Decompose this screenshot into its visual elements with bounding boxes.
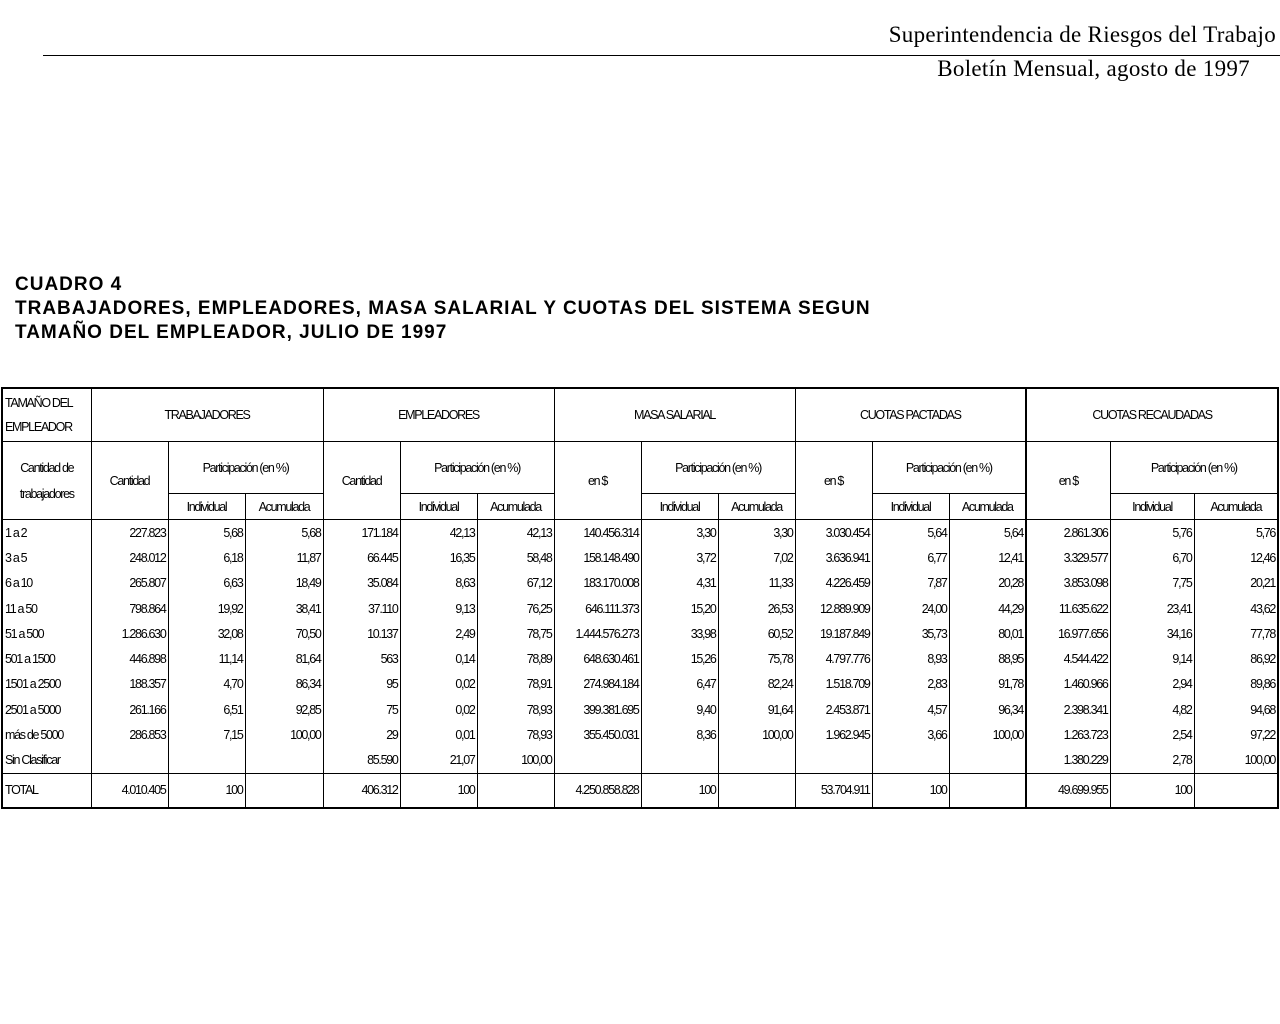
masa-individual: 8,36	[641, 722, 718, 747]
masa-acumulada	[718, 748, 795, 774]
trabajadores-acumulada: 11,87	[245, 545, 323, 570]
empleadores-individual: 21,07	[400, 748, 477, 774]
empleadores-individual: 16,35	[400, 545, 477, 570]
header-pact-participacion: Participación (en %)	[872, 442, 1026, 494]
trabajadores-acumulada	[245, 748, 323, 774]
bulletin-date: Boletín Mensual, agosto de 1997	[937, 56, 1250, 81]
header-emp-individual: Individual	[400, 494, 477, 520]
title-line-1: CUADRO 4	[15, 274, 123, 295]
empleadores-individual: 2,49	[400, 621, 477, 646]
header-tamano: TAMAÑO DEL EMPLEADOR	[2, 388, 91, 442]
recaudadas-pesos: 2.861.306	[1026, 520, 1110, 546]
table-row	[2, 571, 1278, 596]
empleadores-cantidad: 75	[323, 697, 400, 722]
pactadas-pesos: 3.030.454	[795, 520, 872, 546]
pactadas-individual: 3,66	[872, 722, 949, 747]
header-emp-participacion: Participación (en %)	[400, 442, 554, 494]
header-rec-participacion: Participación (en %)	[1110, 442, 1278, 494]
masa-acumulada: 82,24	[718, 672, 795, 697]
pactadas-acumulada: 20,28	[949, 571, 1026, 596]
masa-acumulada: 26,53	[718, 596, 795, 621]
empleadores-acumulada: 78,75	[477, 621, 554, 646]
empleadores-acumulada: 78,91	[477, 672, 554, 697]
masa-acumulada: 100,00	[718, 722, 795, 747]
pactadas-pesos: 4.226.459	[795, 571, 872, 596]
row-label: 501 a 1500	[2, 646, 91, 671]
masa-pesos: 4.250.858.828	[554, 773, 641, 808]
trabajadores-acumulada: 18,49	[245, 571, 323, 596]
recaudadas-individual: 7,75	[1110, 571, 1194, 596]
recaudadas-acumulada: 89,86	[1194, 672, 1278, 697]
trabajadores-cantidad: 188.357	[91, 672, 168, 697]
pactadas-individual: 4,57	[872, 697, 949, 722]
recaudadas-pesos: 2.398.341	[1026, 697, 1110, 722]
pactadas-individual: 5,64	[872, 520, 949, 546]
header-cuotas-pactadas: CUOTAS PACTADAS	[795, 388, 1026, 442]
masa-pesos: 399.381.695	[554, 697, 641, 722]
recaudadas-pesos: 3.329.577	[1026, 545, 1110, 570]
empleadores-acumulada: 100,00	[477, 748, 554, 774]
empleadores-acumulada: 78,93	[477, 697, 554, 722]
empleadores-cantidad: 37.110	[323, 596, 400, 621]
title-line-2: TRABAJADORES, EMPLEADORES, MASA SALARIAL Y CUOTAS DEL SISTEMA SEGUN	[15, 298, 871, 319]
trabajadores-cantidad: 261.166	[91, 697, 168, 722]
recaudadas-individual: 2,54	[1110, 722, 1194, 747]
header-pact-individual: Individual	[872, 494, 949, 520]
trabajadores-acumulada: 5,68	[245, 520, 323, 546]
trabajadores-individual: 6,63	[168, 571, 245, 596]
trabajadores-individual: 6,18	[168, 545, 245, 570]
trabajadores-cantidad: 446.898	[91, 646, 168, 671]
empleadores-cantidad: 563	[323, 646, 400, 671]
recaudadas-acumulada: 43,62	[1194, 596, 1278, 621]
header-trab-cantidad: Cantidad	[91, 442, 168, 520]
trabajadores-cantidad	[91, 748, 168, 774]
pactadas-pesos: 3.636.941	[795, 545, 872, 570]
recaudadas-individual: 6,70	[1110, 545, 1194, 570]
empleadores-acumulada: 78,89	[477, 646, 554, 671]
table-row	[2, 672, 1278, 697]
pactadas-pesos: 1.962.945	[795, 722, 872, 747]
pactadas-acumulada: 91,78	[949, 672, 1026, 697]
recaudadas-acumulada: 100,00	[1194, 748, 1278, 774]
recaudadas-acumulada	[1194, 773, 1278, 808]
trabajadores-acumulada: 92,85	[245, 697, 323, 722]
header-masa-pesos: en $	[554, 442, 641, 520]
header-masa-participacion: Participación (en %)	[641, 442, 795, 494]
recaudadas-acumulada: 5,76	[1194, 520, 1278, 546]
recaudadas-acumulada: 20,21	[1194, 571, 1278, 596]
trabajadores-individual: 11,14	[168, 646, 245, 671]
header-emp-cantidad: Cantidad	[323, 442, 400, 520]
recaudadas-individual: 34,16	[1110, 621, 1194, 646]
masa-individual: 33,98	[641, 621, 718, 646]
empleadores-individual: 0,14	[400, 646, 477, 671]
row-label: Sin Clasificar	[2, 748, 91, 774]
pactadas-individual: 100	[872, 773, 949, 808]
pactadas-acumulada: 80,01	[949, 621, 1026, 646]
trabajadores-individual: 100	[168, 773, 245, 808]
organization-name: Superintendencia de Riesgos del Trabajo	[888, 22, 1276, 47]
table-body	[2, 388, 1278, 808]
pactadas-pesos: 1.518.709	[795, 672, 872, 697]
pactadas-acumulada: 96,34	[949, 697, 1026, 722]
empleadores-acumulada: 76,25	[477, 596, 554, 621]
recaudadas-pesos: 16.977.656	[1026, 621, 1110, 646]
pactadas-pesos	[795, 748, 872, 774]
header-masa-individual: Individual	[641, 494, 718, 520]
header-cuotas-recaudadas: CUOTAS RECAUDADAS	[1026, 388, 1278, 442]
pactadas-individual: 2,83	[872, 672, 949, 697]
pactadas-individual: 6,77	[872, 545, 949, 570]
trabajadores-individual: 7,15	[168, 722, 245, 747]
trabajadores-individual: 19,92	[168, 596, 245, 621]
pactadas-acumulada: 5,64	[949, 520, 1026, 546]
empleadores-cantidad: 171.184	[323, 520, 400, 546]
header-rec-pesos: en $	[1026, 442, 1110, 520]
pactadas-acumulada: 12,41	[949, 545, 1026, 570]
row-label: más de 5000	[2, 722, 91, 747]
trabajadores-cantidad: 4.010.405	[91, 773, 168, 808]
pactadas-individual: 35,73	[872, 621, 949, 646]
empleadores-cantidad: 85.590	[323, 748, 400, 774]
pactadas-pesos: 2.453.871	[795, 697, 872, 722]
trabajadores-acumulada: 86,34	[245, 672, 323, 697]
title-line-3: TAMAÑO DEL EMPLEADOR, JULIO DE 1997	[15, 322, 448, 343]
table-row	[2, 621, 1278, 646]
masa-acumulada: 60,52	[718, 621, 795, 646]
pactadas-pesos: 53.704.911	[795, 773, 872, 808]
trabajadores-cantidad: 286.853	[91, 722, 168, 747]
header-row-groups	[2, 388, 1278, 442]
table-row	[2, 748, 1278, 774]
recaudadas-acumulada: 97,22	[1194, 722, 1278, 747]
row-label: 1 a 2	[2, 520, 91, 546]
masa-pesos: 140.456.314	[554, 520, 641, 546]
pactadas-acumulada	[949, 773, 1026, 808]
recaudadas-acumulada: 12,46	[1194, 545, 1278, 570]
header-empleadores: EMPLEADORES	[323, 388, 554, 442]
masa-pesos: 274.984.184	[554, 672, 641, 697]
empleadores-cantidad: 406.312	[323, 773, 400, 808]
empleadores-cantidad: 10.137	[323, 621, 400, 646]
table-row	[2, 545, 1278, 570]
table-row	[2, 722, 1278, 747]
row-label: 2501 a 5000	[2, 697, 91, 722]
masa-acumulada: 11,33	[718, 571, 795, 596]
empleadores-individual: 42,13	[400, 520, 477, 546]
table-row	[2, 596, 1278, 621]
recaudadas-pesos: 11.635.622	[1026, 596, 1110, 621]
header-masa-acumulada: Acumulada	[718, 494, 795, 520]
empleadores-individual: 0,02	[400, 697, 477, 722]
trabajadores-acumulada: 81,64	[245, 646, 323, 671]
trabajadores-individual: 6,51	[168, 697, 245, 722]
empleadores-individual: 0,01	[400, 722, 477, 747]
masa-acumulada: 3,30	[718, 520, 795, 546]
header-trab-acumulada: Acumulada	[245, 494, 323, 520]
masa-pesos	[554, 748, 641, 774]
masa-individual: 6,47	[641, 672, 718, 697]
pactadas-acumulada: 44,29	[949, 596, 1026, 621]
masa-individual: 100	[641, 773, 718, 808]
pactadas-pesos: 4.797.776	[795, 646, 872, 671]
recaudadas-pesos: 1.460.966	[1026, 672, 1110, 697]
masa-pesos: 183.170.008	[554, 571, 641, 596]
empleadores-cantidad: 35.084	[323, 571, 400, 596]
row-label: 3 a 5	[2, 545, 91, 570]
masa-individual: 4,31	[641, 571, 718, 596]
empleadores-acumulada: 67,12	[477, 571, 554, 596]
masa-pesos: 158.148.490	[554, 545, 641, 570]
table-row	[2, 697, 1278, 722]
row-label: 11 a 50	[2, 596, 91, 621]
row-label: TOTAL	[2, 773, 91, 808]
header-rec-individual: Individual	[1110, 494, 1194, 520]
header-masa-salarial: MASA SALARIAL	[554, 388, 795, 442]
recaudadas-acumulada: 77,78	[1194, 621, 1278, 646]
masa-individual: 15,20	[641, 596, 718, 621]
header-emp-acumulada: Acumulada	[477, 494, 554, 520]
recaudadas-individual: 9,14	[1110, 646, 1194, 671]
recaudadas-pesos: 1.380.229	[1026, 748, 1110, 774]
empleadores-cantidad: 29	[323, 722, 400, 747]
trabajadores-cantidad: 265.807	[91, 571, 168, 596]
recaudadas-acumulada: 86,92	[1194, 646, 1278, 671]
pactadas-pesos: 12.889.909	[795, 596, 872, 621]
recaudadas-individual: 23,41	[1110, 596, 1194, 621]
row-label: 6 a 10	[2, 571, 91, 596]
pactadas-individual: 24,00	[872, 596, 949, 621]
empleadores-individual: 8,63	[400, 571, 477, 596]
pactadas-individual	[872, 748, 949, 774]
recaudadas-pesos: 3.853.098	[1026, 571, 1110, 596]
empleadores-acumulada: 78,93	[477, 722, 554, 747]
recaudadas-individual: 2,78	[1110, 748, 1194, 774]
recaudadas-pesos: 49.699.955	[1026, 773, 1110, 808]
trabajadores-cantidad: 227.823	[91, 520, 168, 546]
recaudadas-pesos: 4.544.422	[1026, 646, 1110, 671]
header-trab-individual: Individual	[168, 494, 245, 520]
masa-individual: 9,40	[641, 697, 718, 722]
table-title	[15, 273, 871, 345]
pactadas-acumulada	[949, 748, 1026, 774]
masa-individual: 3,30	[641, 520, 718, 546]
row-label: 1501 a 2500	[2, 672, 91, 697]
masa-acumulada: 91,64	[718, 697, 795, 722]
header-pact-acumulada: Acumulada	[949, 494, 1026, 520]
empleadores-individual: 0,02	[400, 672, 477, 697]
table-row	[2, 520, 1278, 546]
masa-pesos: 648.630.461	[554, 646, 641, 671]
pactadas-individual: 8,93	[872, 646, 949, 671]
header-row-sub	[2, 442, 1278, 494]
total-row	[2, 773, 1278, 808]
pactadas-acumulada: 88,95	[949, 646, 1026, 671]
masa-pesos: 1.444.576.273	[554, 621, 641, 646]
trabajadores-individual: 5,68	[168, 520, 245, 546]
empleadores-acumulada: 42,13	[477, 520, 554, 546]
recaudadas-individual: 5,76	[1110, 520, 1194, 546]
masa-pesos: 646.111.373	[554, 596, 641, 621]
trabajadores-individual: 4,70	[168, 672, 245, 697]
masa-acumulada: 7,02	[718, 545, 795, 570]
masa-acumulada: 75,78	[718, 646, 795, 671]
header-pact-pesos: en $	[795, 442, 872, 520]
header-rec-acumulada: Acumulada	[1194, 494, 1278, 520]
trabajadores-acumulada: 100,00	[245, 722, 323, 747]
recaudadas-acumulada: 94,68	[1194, 697, 1278, 722]
masa-individual	[641, 748, 718, 774]
empleadores-individual: 9,13	[400, 596, 477, 621]
trabajadores-cantidad: 248.012	[91, 545, 168, 570]
empleadores-cantidad: 66.445	[323, 545, 400, 570]
trabajadores-acumulada: 70,50	[245, 621, 323, 646]
pactadas-acumulada: 100,00	[949, 722, 1026, 747]
recaudadas-individual: 2,94	[1110, 672, 1194, 697]
recaudadas-pesos: 1.263.723	[1026, 722, 1110, 747]
masa-pesos: 355.450.031	[554, 722, 641, 747]
trabajadores-acumulada: 38,41	[245, 596, 323, 621]
pactadas-pesos: 19.187.849	[795, 621, 872, 646]
trabajadores-individual: 32,08	[168, 621, 245, 646]
header-trab-participacion: Participación (en %)	[168, 442, 323, 494]
empleadores-individual: 100	[400, 773, 477, 808]
empleadores-cantidad: 95	[323, 672, 400, 697]
recaudadas-individual: 4,82	[1110, 697, 1194, 722]
empleadores-acumulada	[477, 773, 554, 808]
data-table	[1, 387, 1279, 809]
header-trabajadores: TRABAJADORES	[91, 388, 323, 442]
table-row	[2, 646, 1278, 671]
trabajadores-cantidad: 798.864	[91, 596, 168, 621]
trabajadores-acumulada	[245, 773, 323, 808]
empleadores-acumulada: 58,48	[477, 545, 554, 570]
masa-individual: 15,26	[641, 646, 718, 671]
row-label: 51 a 500	[2, 621, 91, 646]
recaudadas-individual: 100	[1110, 773, 1194, 808]
masa-individual: 3,72	[641, 545, 718, 570]
pactadas-individual: 7,87	[872, 571, 949, 596]
header-cantidad-trabajadores: Cantidad de trabajadores	[2, 442, 91, 520]
trabajadores-individual	[168, 748, 245, 774]
trabajadores-cantidad: 1.286.630	[91, 621, 168, 646]
masa-acumulada	[718, 773, 795, 808]
